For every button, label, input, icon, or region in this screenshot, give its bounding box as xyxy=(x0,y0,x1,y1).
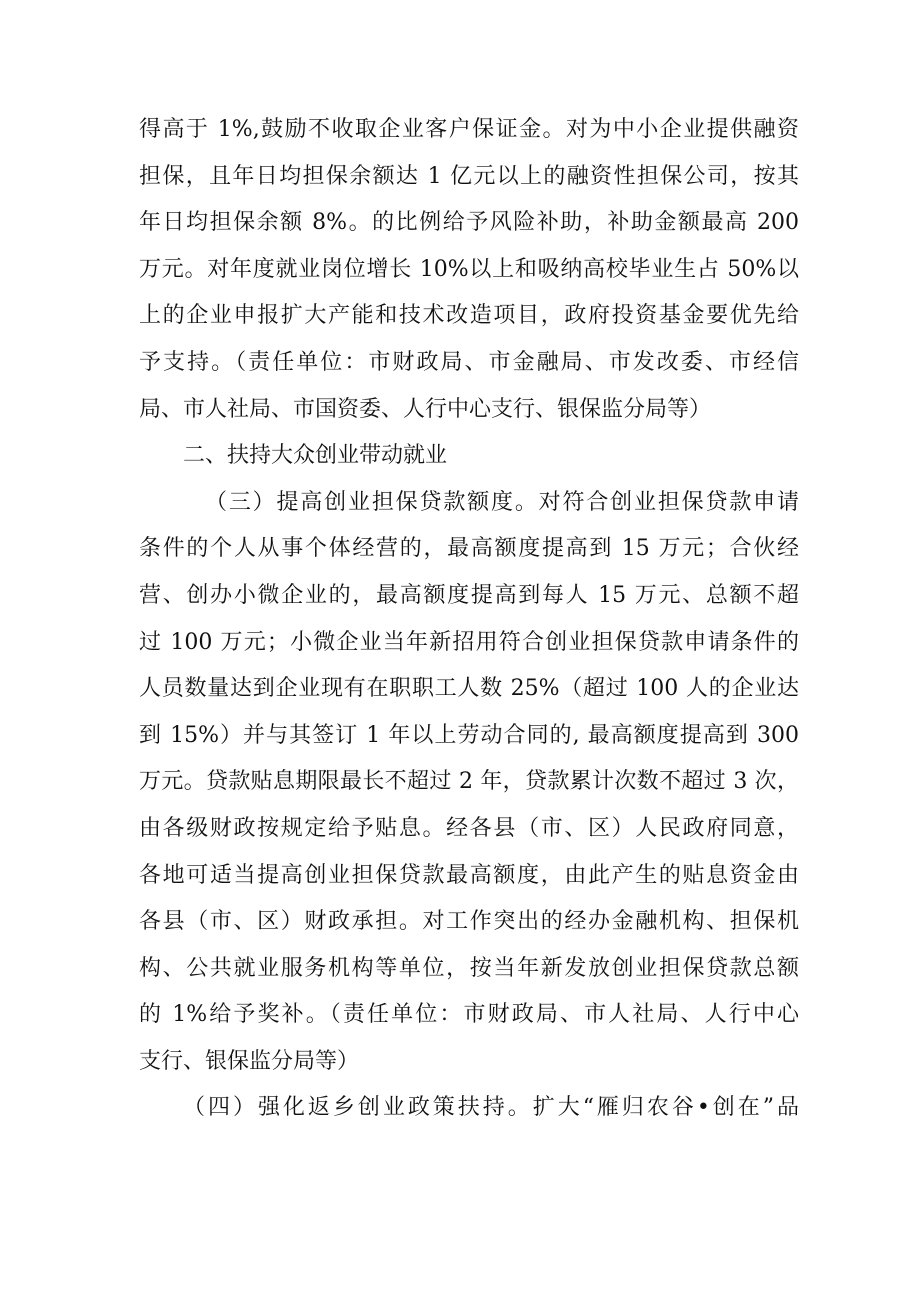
body-line: 过 100 万元；小微企业当年新招用符合创业担保贷款申请条件的 xyxy=(139,629,799,655)
body-line: 局、市人社局、市国资委、人行中心支行、银保监分局等） xyxy=(139,396,712,422)
body-line: 人员数量达到企业现有在职职工人数 25%（超过 100 人的企业达 xyxy=(139,676,799,702)
body-line: 各县（市、区）财政承担。对工作突出的经办金融机构、担保机 xyxy=(139,909,799,935)
body-line: 予支持。（责任单位：市财政局、市金融局、市发改委、市经信 xyxy=(139,349,799,375)
document-body xyxy=(139,107,799,1132)
paragraph-first-line: （四）强化返乡创业政策扶持。扩大“雁归农谷•创在”品 xyxy=(183,1095,799,1121)
section-heading: 二、扶持大众创业带动就业 xyxy=(183,443,448,469)
body-line: 到 15%）并与其签订 1 年以上劳动合同的, 最高额度提高到 300 xyxy=(139,722,799,748)
body-line: 得高于 1%,鼓励不收取企业客户保证金。对为中小企业提供融资 xyxy=(139,117,799,142)
body-line: 营、创办小微企业的，最高额度提高到每人 15 万元、总额不超 xyxy=(139,582,799,608)
body-line: 上的企业申报扩大产能和技术改造项目，政府投资基金要优先给 xyxy=(139,303,799,329)
body-line: 支行、银保监分局等） xyxy=(139,1048,360,1074)
body-line: 由各级财政按规定给予贴息。经各县（市、区）人民政府同意， xyxy=(139,815,799,841)
body-line: 万元。贷款贴息期限最长不超过 2 年，贷款累计次数不超过 3 次， xyxy=(139,769,799,795)
body-line: 各地可适当提高创业担保贷款最高额度，由此产生的贴息资金由 xyxy=(139,862,799,888)
body-line: 条件的个人从事个体经营的，最高额度提高到 15 万元；合伙经 xyxy=(139,536,799,562)
body-line: 的 1%给予奖补。（责任单位：市财政局、市人社局、人行中心 xyxy=(139,1002,799,1028)
body-line: 年日均担保余额 8%。的比例给予风险补助，补助金额最高 200 xyxy=(139,210,799,236)
body-line: 构、公共就业服务机构等单位，按当年新发放创业担保贷款总额 xyxy=(139,955,799,981)
paragraph-first-line: （三）提高创业担保贷款额度。对符合创业担保贷款申请 xyxy=(205,489,799,515)
body-line: 担保，且年日均担保余额达 1 亿元以上的融资性担保公司，按其 xyxy=(139,163,799,189)
body-line: 万元。对年度就业岗位增长 10%以上和吸纳高校毕业生占 50%以 xyxy=(139,256,799,282)
